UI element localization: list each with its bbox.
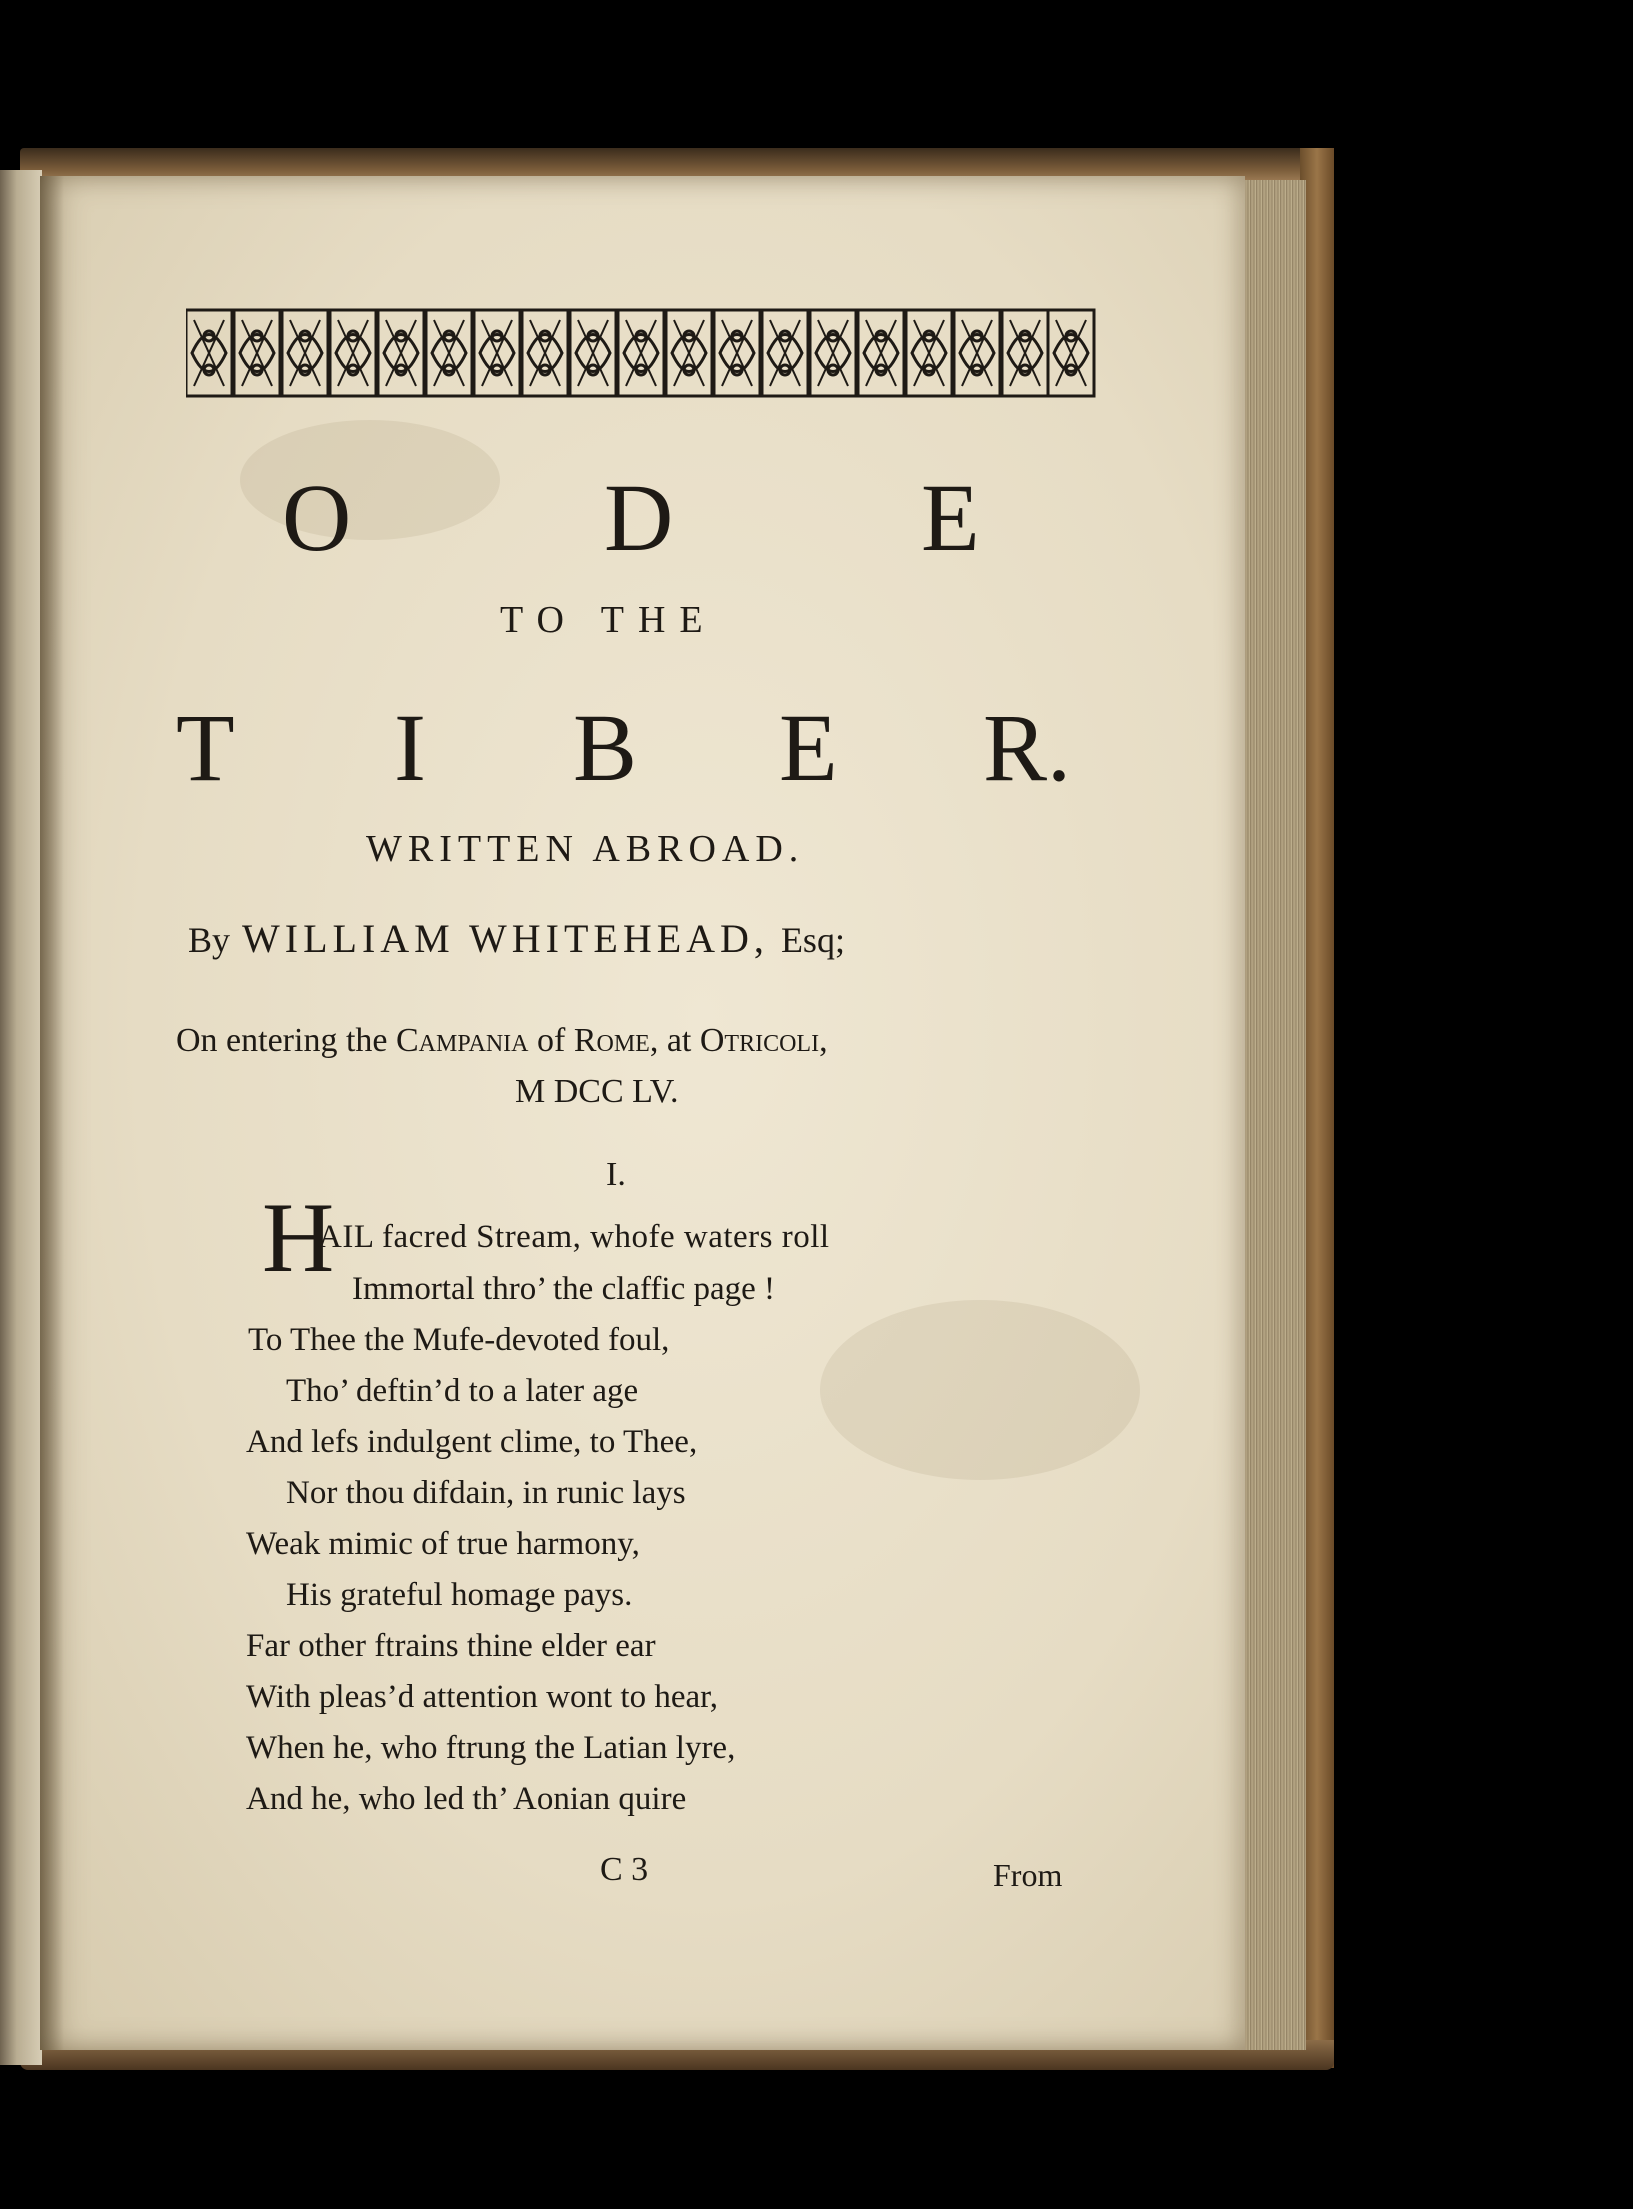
place-rome: Rome, — [573, 1022, 659, 1059]
title-letter: B — [573, 694, 638, 801]
poem-line: And he, who led th’ Aonian quire — [246, 1781, 687, 1817]
byline — [188, 915, 845, 962]
poem-line: To Thee the Mufe-devoted foul, — [248, 1322, 670, 1358]
byline-by: By — [188, 920, 231, 960]
occasion-text: of — [536, 1022, 566, 1059]
place-campania: Campania — [396, 1022, 529, 1059]
title-letter: D — [604, 464, 674, 571]
title-letter: R. — [983, 694, 1072, 801]
place-otricoli: Otricoli, — [699, 1022, 828, 1059]
poem-line: Weak mimic of true harmony, — [246, 1526, 640, 1562]
occasion-line — [176, 1022, 828, 1060]
occasion-year: M DCC LV. — [515, 1073, 679, 1110]
poem-line: When he, who ftrung the Latian lyre, — [246, 1730, 736, 1766]
occasion-text: On entering the — [176, 1022, 388, 1059]
poem-line: And lefs indulgent clime, to Thee, — [246, 1424, 698, 1460]
title-to-the: TO THE — [500, 599, 717, 641]
occasion-text: at — [666, 1022, 692, 1059]
author-suffix: Esq; — [780, 920, 845, 960]
title-letter: I — [394, 694, 426, 801]
signature-mark: C 3 — [600, 1851, 649, 1888]
poem-line: AIL facred Stream, whofe waters roll — [318, 1219, 830, 1255]
title-letter: E — [921, 464, 980, 571]
fleuron-border-ornament — [186, 306, 1096, 400]
poem-line: Nor thou difdain, in runic lays — [286, 1475, 686, 1511]
poem-line: Far other ftrains thine elder ear — [246, 1628, 656, 1664]
page-fore-edge — [1238, 180, 1306, 2050]
title-letter: E — [779, 694, 838, 801]
page-gutter-shadow — [40, 176, 64, 2050]
poem-line: Immortal thro’ the claffic page ! — [352, 1271, 776, 1307]
paper-stain — [820, 1300, 1140, 1480]
author-name: WILLIAM WHITEHEAD, — [242, 916, 769, 961]
title-letter: T — [176, 694, 235, 801]
poem-line: Tho’ deftin’d to a later age — [286, 1373, 639, 1409]
drop-cap: H — [262, 1182, 335, 1293]
catchword: From — [993, 1857, 1063, 1893]
stanza-number: I. — [606, 1156, 626, 1193]
title-letter: O — [282, 464, 352, 571]
subtitle: WRITTEN ABROAD. — [366, 828, 805, 870]
poem-line: His grateful homage pays. — [286, 1577, 633, 1613]
paper-stain — [240, 420, 500, 540]
facing-page-edge — [0, 170, 42, 2065]
poem-line: With pleas’d attention wont to hear, — [246, 1679, 719, 1715]
book-page — [40, 176, 1245, 2050]
